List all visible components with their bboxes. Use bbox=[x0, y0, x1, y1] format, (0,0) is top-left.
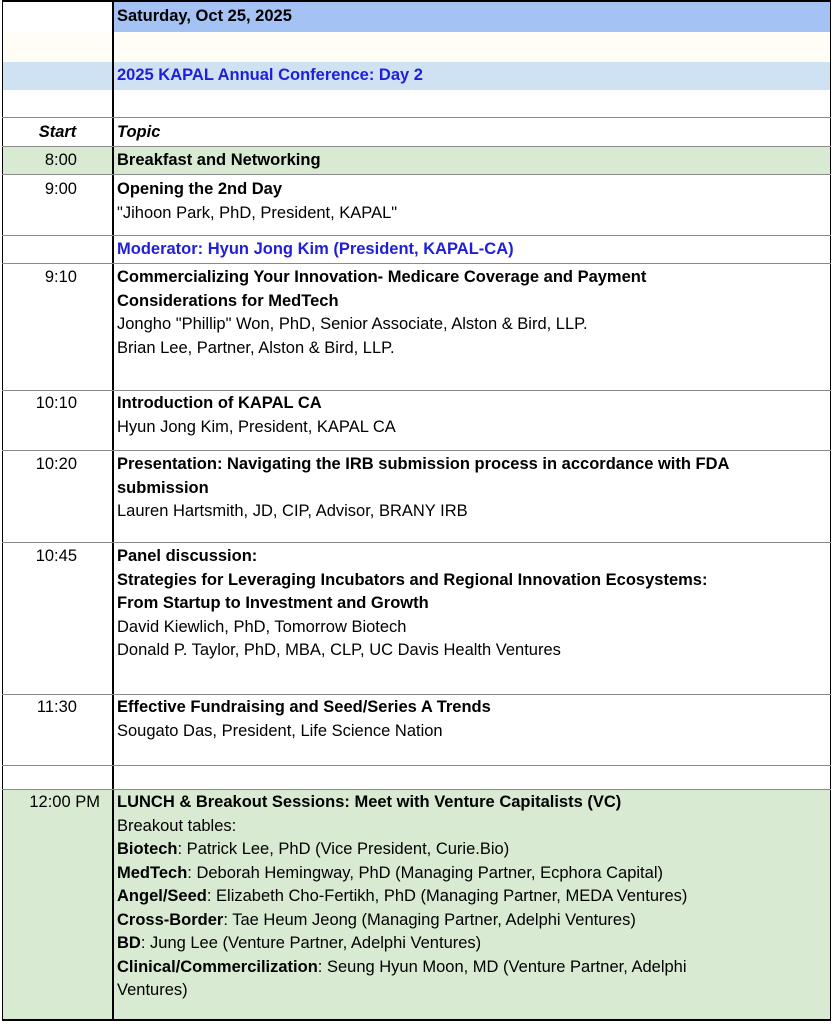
breakout-track: Cross-Border bbox=[117, 910, 224, 929]
session-start-time: 9:10 bbox=[2, 264, 112, 390]
session-row[interactable] bbox=[2, 175, 831, 236]
breakout-table bbox=[117, 862, 830, 886]
breakout-table bbox=[117, 909, 830, 933]
spacer-row[interactable] bbox=[2, 90, 831, 118]
session-title-line: Presentation: Navigating the IRB submission process in accordance with FDA bbox=[117, 455, 730, 473]
breakout-detail: : Tae Heum Jeong (Managing Partner, Adelphi Ventures) bbox=[223, 910, 636, 929]
session-speaker: Hyun Jong Kim, President, KAPAL CA bbox=[117, 417, 396, 436]
session-title: Introduction of KAPAL CA bbox=[117, 394, 322, 412]
date-header-row[interactable] bbox=[2, 2, 831, 32]
breakout-track: Biotech bbox=[117, 840, 178, 858]
breakout-table bbox=[117, 956, 830, 980]
session-title-line: Commercializing Your Innovation- Medicare Coverage and Payment bbox=[117, 268, 647, 286]
session-row[interactable] bbox=[2, 543, 831, 695]
session-title-line: Panel discussion: bbox=[117, 547, 258, 565]
date-header: Saturday, Oct 25, 2025 bbox=[112, 2, 831, 32]
session-start-time: 10:10 bbox=[2, 391, 112, 450]
breakout-track: Angel/Seed bbox=[117, 887, 207, 905]
column-header-topic: Topic bbox=[112, 118, 831, 146]
breakout-table bbox=[117, 932, 830, 956]
breakout-detail: : Seung Hyun Moon, MD (Venture Partner, Adelphi bbox=[317, 957, 687, 976]
breakout-track: BD bbox=[117, 934, 141, 952]
session-title: Breakfast and Networking bbox=[112, 147, 831, 174]
session-speaker: Jongho "Phillip" Won, PhD, Senior Associate, Alston & Bird, LLP. bbox=[117, 315, 588, 333]
conference-title: 2025 KAPAL Annual Conference: Day 2 bbox=[112, 62, 831, 90]
session-start-time: 11:30 bbox=[2, 695, 112, 765]
session-row[interactable] bbox=[2, 264, 831, 391]
session-row[interactable] bbox=[2, 695, 831, 766]
session-speaker: Sougato Das, President, Life Science Nation bbox=[117, 721, 443, 740]
breakout-detail: : Jung Lee (Venture Partner, Adelphi Ventures) bbox=[140, 934, 482, 952]
session-title-line: submission bbox=[117, 478, 209, 497]
session-title: Effective Fundraising and Seed/Series A Trends bbox=[117, 698, 491, 716]
session-title-line: From Startup to Investment and Growth bbox=[117, 594, 429, 612]
breakout-track: MedTech bbox=[117, 863, 188, 882]
conference-title-row[interactable] bbox=[2, 62, 831, 90]
session-speaker: "Jihoon Park, PhD, President, KAPAL" bbox=[117, 203, 398, 222]
session-start-time: 10:45 bbox=[2, 543, 112, 694]
breakout-detail: : Patrick Lee, PhD (Vice President, Curie.Bio) bbox=[177, 840, 510, 858]
session-speaker: Lauren Hartsmith, JD, CIP, Advisor, BRANY IRB bbox=[117, 502, 468, 520]
breakout-track: Clinical/Commercilization bbox=[117, 957, 318, 976]
breakout-detail: : Deborah Hemingway, PhD (Managing Partner, Ecphora Capital) bbox=[187, 863, 663, 882]
session-start-time: 8:00 bbox=[2, 147, 112, 174]
moderator-row[interactable] bbox=[2, 236, 831, 264]
sheet-bottom-border bbox=[2, 1019, 831, 1021]
session-speaker: Donald P. Taylor, PhD, MBA, CLP, UC Davis Health Ventures bbox=[117, 641, 561, 659]
session-title-line: Strategies for Leveraging Incubators and Regional Innovation Ecosystems: bbox=[117, 570, 708, 589]
session-start-time: 10:20 bbox=[2, 451, 112, 542]
breakout-table bbox=[117, 885, 830, 909]
session-start-time: 12:00 PM bbox=[2, 790, 112, 1019]
session-title: Opening the 2nd Day bbox=[117, 180, 283, 198]
column-header-row[interactable] bbox=[2, 118, 831, 147]
session-row[interactable] bbox=[2, 147, 831, 175]
breakout-detail: : Elizabeth Cho-Fertikh, PhD (Managing Partner, MEDA Ventures) bbox=[206, 887, 688, 905]
breakout-tail: Ventures) bbox=[117, 981, 188, 999]
moderator-label: Moderator: Hyun Jong Kim (President, KAPAL-CA) bbox=[112, 236, 831, 263]
session-row[interactable] bbox=[2, 391, 831, 451]
breakout-table bbox=[117, 838, 830, 862]
spacer-row[interactable] bbox=[2, 32, 831, 62]
session-speaker: Brian Lee, Partner, Alston & Bird, LLP. bbox=[117, 338, 395, 357]
session-row[interactable] bbox=[2, 451, 831, 543]
session-speaker: David Kiewlich, PhD, Tomorrow Biotech bbox=[117, 617, 407, 636]
lunch-session-row[interactable] bbox=[2, 790, 831, 1019]
column-header-start: Start bbox=[2, 118, 112, 146]
breakout-intro: Breakout tables: bbox=[117, 816, 237, 835]
session-start-time: 9:00 bbox=[2, 175, 112, 235]
session-title-line: Considerations for MedTech bbox=[117, 291, 339, 310]
session-title: LUNCH & Breakout Sessions: Meet with Venture Capitalists (VC) bbox=[117, 793, 622, 811]
spacer-row[interactable] bbox=[2, 766, 831, 790]
